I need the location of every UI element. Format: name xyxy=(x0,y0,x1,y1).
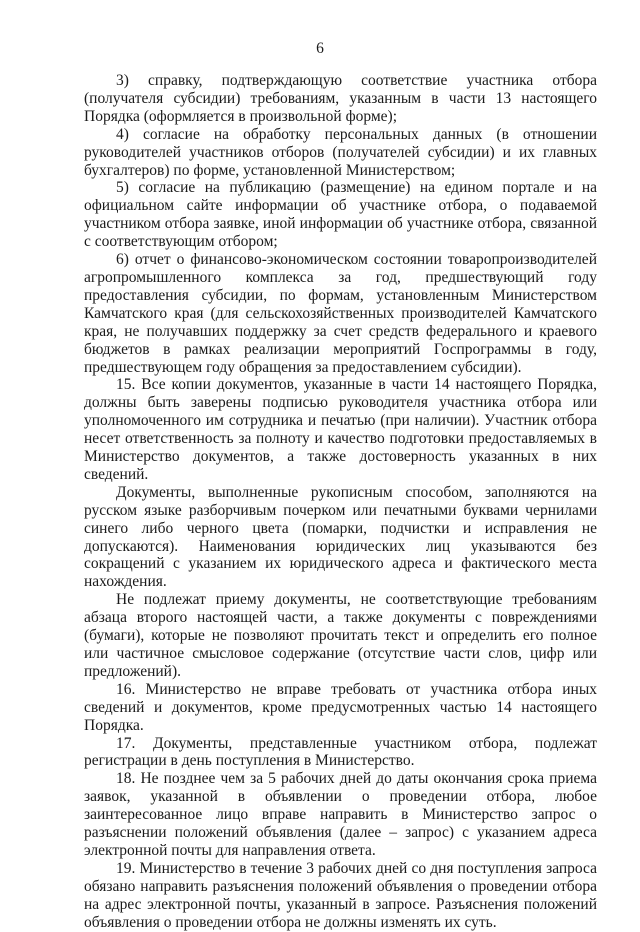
paragraph-rejected-documents: Не подлежат приему документы, не соответствующие требованиям абзаца второго настоящей части, а также документы с повреждениями (бумаги), которые не позволяют прочитать текст и определить его полное или частичное смысловое содержание (отсутствие части слов, цифр или предложений). xyxy=(84,591,597,680)
paragraph-item-6-financial-report: 6) отчет о финансово-экономическом состоянии товаропроизводителей агропромышленного комплекса за год, предшествующий году предоставления субсидии, по формам, установленным Министерством Камчатского края (для сельскохозяйственных производителей Камчатского края, не получавших поддержку за счет средств федерального и краевого бюджетов в рамках реализации мероприятий Госпрограммы в году, предшествующем году обращения за предоставлением субсидии). xyxy=(84,251,597,376)
paragraph-item-4-data-consent: 4) согласие на обработку персональных данных (в отношении руководителей участников отборов (получателей субсидии) и их главных бухгалтеров) по форме, установленной Министерством; xyxy=(84,125,597,179)
paragraph-section-15: 15. Все копии документов, указанные в части 14 настоящего Порядка, должны быть заверены подписью руководителя участника отбора или уполномоченного им сотрудника и печатью (при наличии). Участник отбора несет ответственность за полноту и качество подготовки предоставляемых в Министерство документов, а также достоверность указанных в них сведений. xyxy=(84,376,597,483)
paragraph-item-3-certificate: 3) справку, подтверждающую соответствие участника отбора (получателя субсидии) требованиям, указанным в части 13 настоящего Порядка (оформляется в произвольной форме); xyxy=(84,72,597,125)
document-body xyxy=(84,72,597,932)
paragraph-section-18: 18. Не позднее чем за 5 рабочих дней до даты окончания срока приема заявок, указанной в объявлении о проведении отбора, любое заинтересованное лицо вправе направить в Министерство запрос о разъяснении положений объявления (далее – запрос) с указанием адреса электронной почты для направления ответа. xyxy=(84,770,597,859)
paragraph-section-19: 19. Министерство в течение 3 рабочих дней со дня поступления запроса обязано направить разъяснения положений объявления о проведении отбора на адрес электронной почты, указанный в запросе. Разъяснения положений объявления о проведении отбора не должны изменять их суть. xyxy=(84,859,597,931)
paragraph-section-17: 17. Документы, представленные участником отбора, подлежат регистрации в день поступления в Министерство. xyxy=(84,734,597,770)
page-number: 6 xyxy=(316,40,324,57)
paragraph-handwritten-documents: Документы, выполненные рукописным способом, заполняются на русском языке разборчивым почерком или печатными буквами чернилами синего либо черного цвета (помарки, подчистки и исправления не допускаются). Наименования юридических лиц указываются без сокращений с указанием их юридического адреса и фактического места нахождения. xyxy=(84,483,597,591)
paragraph-item-5-publication-consent: 5) согласие на публикацию (размещение) на едином портале и на официальном сайте информации об участнике отбора, о подаваемой участником отбора заявке, иной информации об участнике отбора, связанной с соответствующим отбором; xyxy=(84,179,597,251)
paragraph-section-16: 16. Министерство не вправе требовать от участника отбора иных сведений и документов, кроме предусмотренных частью 14 настоящего Порядка. xyxy=(84,680,597,734)
